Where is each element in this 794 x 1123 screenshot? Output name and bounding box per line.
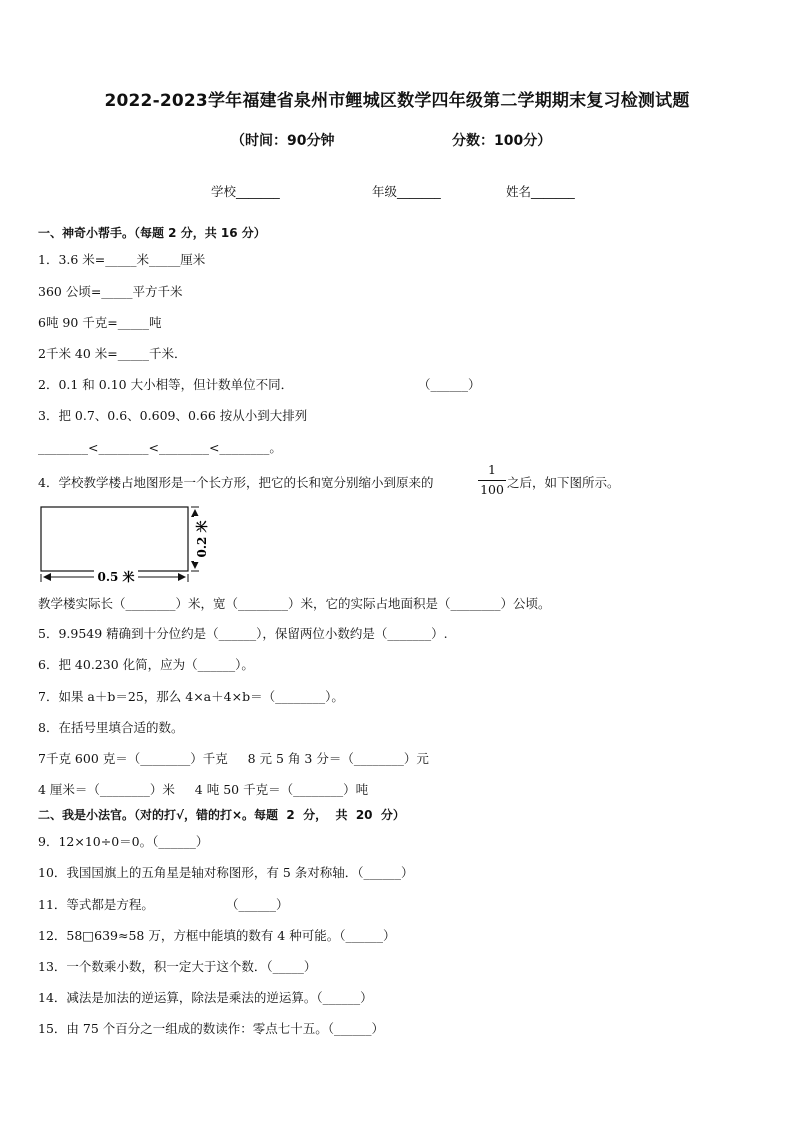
question-8-row-2: 4 厘米＝（________）米 4 吨 50 千克＝（________）吨 [38, 782, 369, 797]
section-1-heading: 一、神奇小帮手。（每题 2 分，共 16 分） [38, 226, 266, 240]
question-4-text-end: 之后，如下图所示。 [507, 475, 620, 490]
fraction-bar [478, 480, 506, 481]
exam-time: （时间：90分钟 [231, 133, 335, 149]
fraction-one-hundredth [478, 463, 506, 497]
question-3-blank: ________<________<________<________。 [38, 440, 282, 455]
name-field: 姓名_______ [506, 184, 575, 199]
question-1d: 2千米 40 米=_____千米． [38, 346, 187, 361]
rectangle-shape [41, 507, 188, 571]
section-2-heading: 二、我是小法官。（对的打√，错的打×。每题 2 分， 共 20 分） [38, 808, 405, 822]
width-label: 0.5 米 [97, 570, 135, 584]
school-field: 学校_______ [211, 184, 280, 199]
exam-score: 分数：100分） [452, 133, 552, 149]
question-5: 5．9.9549 精确到十分位约是（______），保留两位小数约是（_______）. [38, 626, 448, 641]
question-12: 12．58□639≈58 万，方框中能填的数有 4 种可能。（______） [38, 928, 396, 943]
question-11: 11．等式都是方程。 [38, 897, 154, 912]
height-label: 0.2 米 [195, 520, 209, 558]
question-2-blank: （______） [418, 377, 481, 392]
fraction-denominator: 100 [480, 482, 504, 497]
question-10: 10．我国国旗上的五角星是轴对称图形，有 5 条对称轴．（______） [38, 865, 414, 880]
question-8: 8．在括号里填合适的数。 [38, 720, 184, 735]
question-3: 3．把 0.7、0.6、0.609、0.66 按从小到大排列 [38, 408, 308, 423]
question-1a: 1．3.6 米=_____米_____厘米 [38, 252, 206, 267]
question-9: 9．12×10÷0＝0。（______） [38, 834, 209, 849]
question-13: 13．一个数乘小数，积一定大于这个数．（_____） [38, 959, 317, 974]
fraction-numerator: 1 [488, 462, 496, 477]
question-1b: 360 公顷=_____平方千米 [38, 284, 183, 299]
question-4-answer: 教学楼实际长（________）米，宽（________）米，它的实际占地面积是（________）公顷。 [38, 596, 551, 611]
question-1c: 6吨 90 千克=_____吨 [38, 315, 162, 330]
rectangle-figure [36, 502, 226, 586]
question-8-row-1: 7千克 600 克＝（________）千克 8 元 5 角 3 分＝（________）元 [38, 751, 429, 766]
question-4-text: 4．学校教学楼占地图形是一个长方形，把它的长和宽分别缩小到原来的 [38, 475, 434, 490]
question-2: 2．0.1 和 0.10 大小相等，但计数单位不同． [38, 377, 294, 392]
grade-field: 年级_______ [372, 184, 441, 199]
question-15: 15．由 75 个百分之一组成的数读作：零点七十五。（______） [38, 1021, 385, 1036]
exam-title: 2022-2023学年福建省泉州市鲤城区数学四年级第二学期期末复习检测试题 [104, 91, 690, 111]
question-7: 7．如果 a＋b＝25，那么 4×a＋4×b＝（________）。 [38, 689, 344, 704]
question-14: 14．减法是加法的逆运算，除法是乘法的逆运算。（______） [38, 990, 373, 1005]
question-11-blank: （______） [226, 897, 289, 912]
question-6: 6．把 40.230 化简，应为（______）。 [38, 657, 254, 672]
